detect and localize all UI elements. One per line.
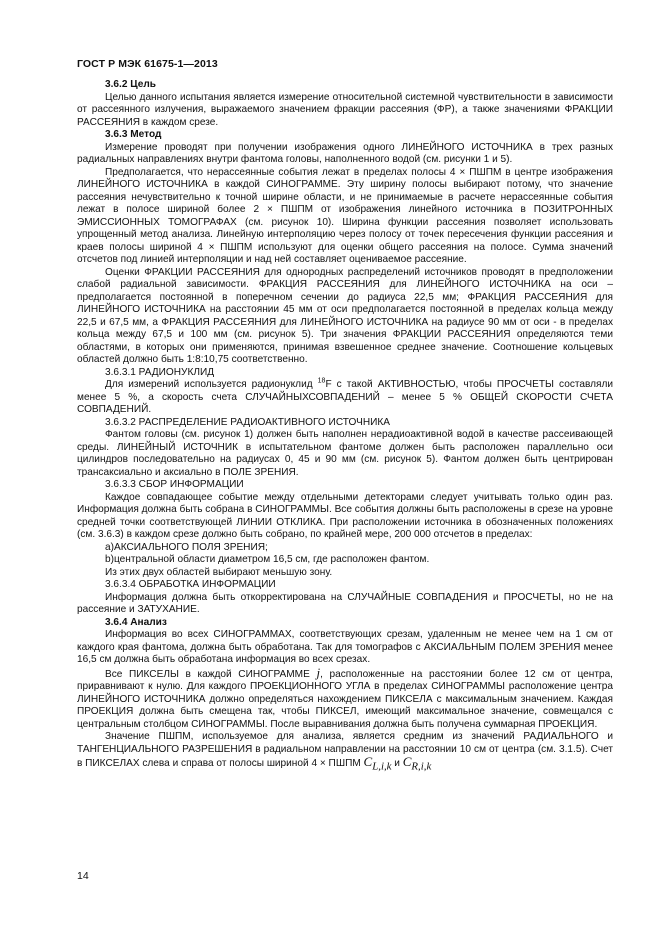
paragraph-fwhm [77,731,613,773]
subsection-heading-3-6-3-2: 3.6.3.2 РАСПРЕДЕЛЕНИЕ РАДИОАКТИВНОГО ИСТОЧНИКА [105,416,390,428]
math-letter: C [363,754,373,769]
paragraph: Каждое совпадающее событие между отдельными детекторами следует учитывать только один раз. Информация должна быть собрана в СИНОГРАММЫ. Все события должны быть расположены в срезе на уровне средней точки соответствующей ЛИНИИ ОТКЛИКА. При расположении источника в обозначенных положениях (см. 3.6.3) в каждом срезе должно быть собрано, по крайней мере, 200 000 отсчетов в пределах: [77,491,613,540]
text-run: Все ПИКСЕЛЫ в каждой СИНОГРАММЕ [105,668,317,680]
paragraph: Измерение проводят при получении изображения одного ЛИНЕЙНОГО ИСТОЧНИКА в трех разных радиальных направлениях внутри фантома головы, наполненного водой (см. рисунки 1 и 5). [77,141,613,165]
paragraph: Оценки ФРАКЦИИ РАССЕЯНИЯ для однородных распределений источников проводят в предположении слабой радиальной зависимости. ФРАКЦИЯ РАССЕЯНИЯ для ЛИНЕЙНОГО ИСТОЧНИКА на оси – предполагается постоянной в поперечном сечении до радиуса 22,5 мм; ФРАКЦИЯ РАССЕЯНИЯ для ЛИНЕЙНОГО ИСТОЧНИКА на расстоянии 45 мм от оси предполагается постоянной в пределах кольца между 22,5 и 67,5 мм, а ФРАКЦИЯ РАССЕЯНИЯ для ЛИНЕЙНОГО ИСТОЧНИКА на радиусе 90 мм от оси - в пределах кольца между 67,5 и 100 мм (см. рисунок 5). Три значения ФРАКЦИИ РАССЕЯНИЯ определяются теми областями, в которых они применяются, принимая взвешенное среднее значение. Соотношение кольцевых областей должно быть 1:8:10,75 соответственно. [77,266,613,365]
isotope-mass-number: 18 [317,377,326,385]
text-run: F с такой АКТИВНОСТЬЮ, чтобы ПРОСЧЕТЫ составляли менее 5 %, а скорость счета СЛУЧАЙНЫХСОВПАДЕНИЙ – менее 5 % ОБЩЕЙ СКОРОСТИ СЧЕТА СОВПАДЕНИЙ. [77,379,613,415]
math-symbol-j: j [316,664,321,680]
subsection-heading-3-6-3-3: 3.6.3.3 СБОР ИНФОРМАЦИИ [105,479,244,490]
paragraph: Целью данного испытания является измерение относительной системной чувствительности в зависимости от рассеянного излучения, выражаемого значением фракции рассеяния (ФР), а также значениями ФРАКЦИИ РАССЕЯНИЯ в каждом срезе. [77,91,613,128]
text-run: Значение ПШПМ, используемое для анализа, является средним из значений РАДИАЛЬНОГО и ТАНГЕНЦИАЛЬНОГО РАЗРЕШЕНИЯ в радиальном направлении на расстоянии 10 см от центра (см. 3.1.5). Счет в ПИКСЕЛАХ слева и справа от полосы шириной 4 × ПШПМ [77,731,613,769]
list-item-b: b)центральной области диаметром 16,5 см, где расположен фантом. [105,554,430,565]
section-heading-3-6-2: 3.6.2 Цель [105,79,156,90]
paragraph: Из этих двух областей выбирают меньшую зону. [105,566,333,578]
section-heading-3-6-4: 3.6.4 Анализ [105,616,167,628]
math-letter: C [402,754,412,769]
paragraph: Информация во всех СИНОГРАММАХ, соответствующих срезам, удаленным не менее чем на 1 см от каждого края фантома, должна быть обработана. Так для томографов с АКСИАЛЬНЫМ ПОЛЕМ ЗРЕНИЯ менее 16,5 см должна быть обработана информация во всех срезах. [77,629,613,665]
paragraph-pixels [77,664,613,732]
paragraph-radionuclide [77,379,613,417]
subsection-heading-3-6-3-1: 3.6.3.1 РАДИОНУКЛИД [105,366,215,378]
text-run: Для измерений используется радионуклид [105,379,318,390]
math-subscript: L,i,k [372,760,392,773]
math-symbol-c-left [363,754,392,773]
document-body [77,79,613,773]
paragraph: Предполагается, что нерассеянные события лежат в пределах полосы 4 × ПШПМ в центре изображения ЛИНЕЙНОГО ИСТОЧНИКА в каждой СИНОГРАММЕ. Эту ширину полосы выбирают потому, что значение рассеяния нечувствительно к точной ширине области, и не принимаемые в расчете нерассеянные события лежат в полосе шириной более 2 × ПШПМ от изображения линейного источника в ПОЗИТРОННЫХ ЭМИССИОННЫХ ТОМОГРАФАХ (см. рисунок 10). Ширина функции рассеяния позволяет использовать упрощенный метод анализа. Линейную интерполяцию через полосу от точек пересечения функции рассеяния и краев полосы шириной 4 × ПШПМ используют для оценки общего рассеяния на полосе. Сумма значений отсчетов под линией интерполяции и над ней составляет оцениваемое рассеяние. [77,166,613,265]
list-item-a: а)АКСИАЛЬНОГО ПОЛЯ ЗРЕНИЯ; [105,541,268,553]
math-symbol-c-right [402,754,432,773]
paragraph: Информация должна быть откорректирована на СЛУЧАЙНЫЕ СОВПАДЕНИЯ и ПРОСЧЕТЫ, но не на рассеяние и ЗАТУХАНИЕ. [77,591,613,615]
text-run: , расположенные на расстоянии более 12 см от центра, приравнивают к нулю. Для каждого ПРОЕКЦИОННОГО УГЛА в пределах СИНОГРАММЫ расположение центра ЛИНЕЙНОГО ИСТОЧНИКА должно определяться нахождением ПИКСЕЛА с максимальным значением. Каждая ПРОЕКЦИЯ должна быть смещена так, чтобы ПИКСЕЛ, имеющий максимальное значение, совмещался с центральным столбцом СИНОГРАММЫ. После выравнивания должна быть получена суммарная ПРОЕКЦИЯ. [77,668,613,730]
section-heading-3-6-3: 3.6.3 Метод [105,129,162,140]
paragraph: Фантом головы (см. рисунок 1) должен быть наполнен нерадиоактивной водой в качестве рассеивающей среды. ЛИНЕЙНЫЙ ИСТОЧНИК в испытательном фантоме должен быть расположен параллельно оси цилиндров последовательно на радиусах 0, 45 и 90 мм (см. рисунок 5). Фантом должен быть центрирован трансаксиально и аксиально в ПОЛЕ ЗРЕНИЯ. [77,429,613,478]
math-subscript: R,i,k [411,760,432,773]
text-run: и [391,758,403,769]
subsection-heading-3-6-3-4: 3.6.3.4 ОБРАБОТКА ИНФОРМАЦИИ [105,579,276,590]
page-number: 14 [77,870,89,882]
document-header: ГОСТ Р МЭК 61675-1—2013 [77,58,218,70]
